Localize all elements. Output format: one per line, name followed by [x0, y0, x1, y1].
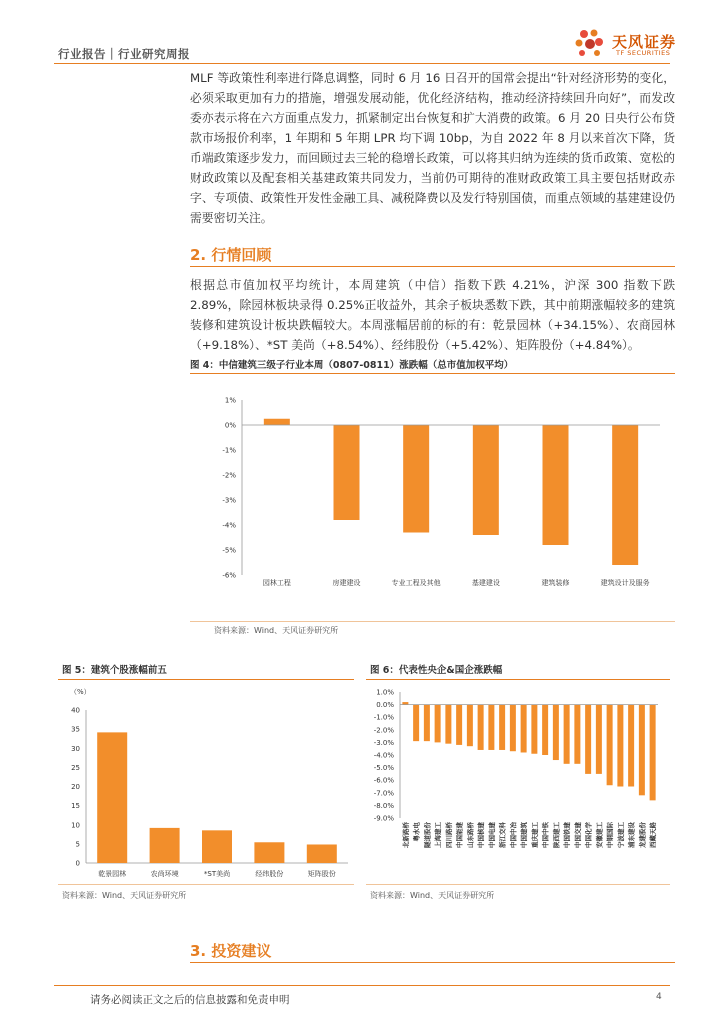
footer-divider — [54, 985, 670, 986]
x-tick-label: 建筑装修 — [541, 579, 570, 587]
bar — [445, 705, 451, 744]
page-number: 4 — [656, 992, 662, 1002]
bar — [596, 705, 602, 774]
y-tick-label: -8.0% — [373, 801, 394, 810]
figure-6-divider — [366, 679, 670, 680]
x-tick-label: 中国交建 — [573, 822, 582, 848]
figure-5-source: 资料来源：Wind、天风证券研究所 — [62, 891, 187, 900]
bar — [264, 419, 290, 425]
section-2-title: 2. 行情回顾 — [190, 246, 272, 264]
bar — [499, 705, 505, 750]
x-tick-label: 园林工程 — [262, 579, 291, 587]
x-tick-label: 中国中冶 — [509, 822, 518, 848]
x-tick-label: 经纬股份 — [255, 870, 284, 878]
bar — [150, 828, 180, 863]
y-tick-label: 40 — [71, 706, 80, 715]
x-tick-label: 房建建设 — [332, 579, 361, 587]
footer-disclaimer: 请务必阅读正文之后的信息披露和免责申明 — [90, 994, 290, 1006]
x-tick-label: 中国化学 — [584, 822, 593, 848]
bar — [307, 844, 337, 863]
bar — [553, 705, 559, 760]
figure-4-source: 资料来源：Wind、天风证券研究所 — [214, 626, 339, 635]
y-tick-label: -5% — [222, 546, 236, 555]
y-tick-label: 35 — [71, 725, 80, 734]
x-tick-label: 中国能建 — [455, 822, 464, 848]
bar — [456, 705, 462, 745]
figure-5-chart — [58, 682, 354, 882]
bar — [424, 705, 430, 742]
bar — [478, 705, 484, 750]
x-tick-label: 四川路桥 — [444, 822, 453, 848]
section-2-divider — [190, 266, 675, 267]
x-tick-label: 基建建设 — [471, 579, 500, 587]
y-tick-label: -2.0% — [373, 726, 394, 735]
bar — [607, 705, 613, 786]
x-tick-label: 农尚环境 — [150, 870, 179, 878]
y-tick-label: 15 — [71, 802, 80, 811]
y-tick-label: -3.0% — [373, 738, 394, 747]
y-tick-label: 20 — [71, 783, 80, 791]
bar — [334, 425, 360, 520]
policy-paragraph: MLF 等政策性利率进行降息调整，同时 6 月 16 日召开的国常会提出“针对经济形势的变化，必须采取更加有力的措施，增强发展动能，优化经济结构，推动经济持续回升向好”，而发改委亦表示将在六方面重点发力，抓紧制定出台恢复和扩大消费的政策。6 月 20 日央行公布贷款市场报价利率，1 年期和 5 年期 LPR 均下调 10bp，为自 2022 年 8 月以来首次下降，货币端政策逐步发力，而回顾过去三轮的稳增长政策，可以将其归纳为连续的货币政策、宽松的财政政策以及配套相关基建政策共同发力，当前仍可期待的准财政政策工具主要包括财政赤字、专项债、政策性开发性金融工具、减税降费以及发行特别国债，而重点领域的基建建设仍需要密切关注。 — [190, 71, 675, 225]
bar — [488, 705, 494, 750]
bar — [521, 705, 527, 753]
bar — [510, 705, 516, 752]
x-tick-label: 宁波建工 — [616, 822, 625, 848]
bar — [97, 732, 127, 863]
bar — [639, 705, 645, 796]
logo-flower-icon — [572, 26, 612, 62]
x-tick-label: 西藏天路 — [649, 822, 658, 848]
company-logo — [572, 26, 692, 62]
x-tick-label: 上海建工 — [434, 822, 443, 848]
figure-6-source: 资料来源：Wind、天风证券研究所 — [370, 891, 495, 900]
y-tick-label: -6.0% — [373, 776, 394, 785]
y-tick-label: -6% — [222, 571, 236, 580]
bar — [467, 705, 473, 747]
x-tick-label: 北新路桥 — [401, 822, 410, 848]
bar — [531, 705, 537, 754]
figure-5-title: 图 5：建筑个股涨幅前五 — [62, 665, 167, 676]
y-tick-label: 0% — [224, 421, 236, 430]
x-tick-label: 乾景园林 — [98, 870, 127, 878]
y-tick-label: -2% — [222, 471, 236, 480]
bar — [202, 830, 232, 863]
figure-6-title: 图 6：代表性央企&国企涨跌幅 — [370, 665, 503, 676]
x-tick-label: 中国电建 — [487, 822, 496, 848]
bar — [543, 425, 569, 545]
bar — [254, 842, 284, 863]
y-tick-label: -7.0% — [373, 789, 394, 798]
x-tick-label: 建筑设计及服务 — [600, 579, 650, 587]
y-tick-label: 30 — [71, 744, 80, 753]
figure-5-bottom-divider — [58, 884, 354, 885]
y-tick-label: -4.0% — [373, 751, 394, 760]
bar — [650, 705, 656, 801]
y-tick-label: 1% — [224, 396, 236, 405]
figure-6-chart — [366, 682, 670, 882]
bar — [628, 705, 634, 787]
bar — [585, 705, 591, 774]
y-tick-label: 0.0% — [376, 701, 394, 710]
bar — [413, 705, 419, 742]
bar — [612, 425, 638, 565]
x-tick-label: 中国中铁 — [541, 822, 550, 848]
bar — [564, 705, 570, 764]
bar — [574, 705, 580, 764]
y-tick-label: -1.0% — [373, 713, 394, 722]
x-tick-label: 矩阵股份 — [307, 870, 336, 878]
y-tick-label: -4% — [222, 521, 236, 530]
bar — [403, 425, 429, 533]
y-tick-label: -3% — [222, 496, 236, 505]
figure-4-divider — [190, 373, 675, 374]
x-tick-label: 中国建筑 — [520, 822, 529, 848]
x-tick-label: 隧道股份 — [423, 822, 432, 848]
x-tick-label: 中国铁建 — [563, 822, 572, 848]
header-title: 行业报告｜行业研究周报 — [58, 47, 190, 61]
x-tick-label: 龙建股份 — [638, 822, 647, 848]
logo-name: 天风证券 — [612, 33, 677, 51]
y-tick-label: 5 — [75, 840, 80, 849]
figure-4-chart — [190, 380, 675, 620]
figure-4-title: 图 4：中信建筑三级子行业本周（0807-0811）涨跌幅（总市值加权平均） — [190, 360, 514, 371]
x-tick-label: 山东路桥 — [466, 822, 475, 848]
y-tick-label: 0 — [75, 859, 80, 868]
section-3-title: 3. 投资建议 — [190, 942, 272, 960]
bar — [542, 705, 548, 755]
y-tick-label: -9.0% — [373, 814, 394, 823]
bar — [435, 705, 441, 743]
x-tick-label: 浦东建设 — [627, 822, 636, 848]
figure-4-bottom-divider — [190, 621, 675, 622]
logo-subtitle: TF SECURITIES — [616, 49, 671, 57]
x-tick-label: 粤水电 — [412, 822, 421, 842]
section-3-divider — [190, 962, 675, 963]
header-divider — [54, 63, 670, 64]
bar — [617, 705, 623, 787]
figure-5-divider — [58, 679, 354, 680]
y-unit-label: （%） — [70, 688, 91, 696]
x-tick-label: *ST美尚 — [203, 870, 231, 878]
y-tick-label: 1.0% — [376, 688, 394, 697]
x-tick-label: 陕西建工 — [552, 822, 561, 848]
x-tick-label: 浙江交科 — [498, 822, 507, 848]
y-tick-label: 25 — [71, 763, 80, 772]
x-tick-label: 中钢国际 — [606, 822, 615, 848]
x-tick-label: 安徽建工 — [595, 822, 604, 848]
figure-6-bottom-divider — [366, 884, 670, 885]
y-tick-label: 10 — [71, 821, 80, 830]
y-tick-label: -5.0% — [373, 764, 394, 773]
x-tick-label: 重庆建工 — [530, 822, 539, 848]
bar — [473, 425, 499, 535]
market-review-paragraph: 根据总市值加权平均统计，本周建筑（中信）指数下跌 4.21%，沪深 300 指数下跌 2.89%，除园林板块录得 0.25%正收益外，其余子板块悉数下跌，其中前期涨幅较多的建筑装修和建筑设计板块跌幅较大。本周涨幅居前的标的有：乾景园林（+34.15%）、农商园林（+9.18%）、*ST 美尚（+8.54%）、经纬股份（+5.42%）、矩阵股份（+4.84%）。 — [190, 278, 675, 352]
y-tick-label: -1% — [222, 446, 236, 455]
x-tick-label: 专业工程及其他 — [391, 579, 441, 587]
x-tick-label: 中国核建 — [477, 822, 486, 848]
